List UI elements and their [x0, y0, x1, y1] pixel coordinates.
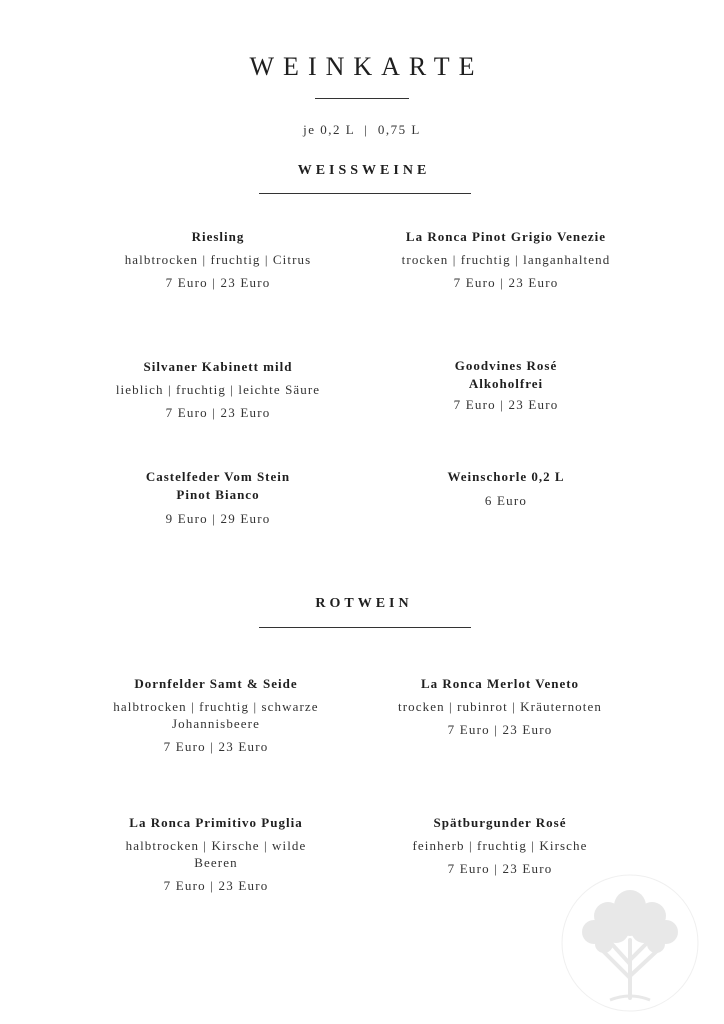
- section-heading-rotwein: ROTWEIN: [315, 596, 413, 611]
- wine-price: 7 Euro | 23 Euro: [447, 722, 553, 737]
- section-heading-weissweine: WEISSWEINE: [297, 163, 431, 178]
- wine-item: [376, 228, 636, 291]
- wine-description: feinherb | fruchtig | Kirsche: [412, 838, 588, 853]
- wine-price: 7 Euro | 23 Euro: [163, 878, 269, 893]
- wine-description: halbtrocken | fruchtig | Citrus: [124, 252, 312, 267]
- wine-price: 7 Euro | 23 Euro: [453, 397, 559, 412]
- wine-price: 7 Euro | 23 Euro: [165, 275, 271, 290]
- wine-price: 6 Euro: [484, 493, 528, 508]
- wine-name: Castelfeder Vom Stein Pinot Bianco: [145, 469, 291, 502]
- wine-description: trocken | rubinrot | Kräuternoten: [398, 699, 602, 714]
- wine-price: 7 Euro | 23 Euro: [453, 275, 559, 290]
- wine-price: 7 Euro | 23 Euro: [447, 861, 553, 876]
- wine-item: [376, 468, 636, 509]
- wine-name: Weinschorle 0,2 L: [447, 469, 565, 484]
- wine-description: trocken | fruchtig | langanhaltend: [401, 252, 611, 267]
- wine-price: 7 Euro | 23 Euro: [163, 739, 269, 754]
- wine-item: [88, 358, 348, 421]
- wine-item: [376, 357, 636, 413]
- wine-item: [88, 228, 348, 291]
- wine-description: halbtrocken | fruchtig | schwarze Johannisbeere: [113, 699, 319, 731]
- section-divider-rotwein: [259, 627, 471, 628]
- wine-description: halbtrocken | Kirsche | wilde Beeren: [125, 838, 307, 870]
- wine-name: Riesling: [191, 229, 245, 244]
- wine-name: Spätburgunder Rosé: [433, 815, 567, 830]
- wine-item: [86, 814, 346, 894]
- wine-name: Goodvines Rosé Alkoholfrei: [454, 358, 558, 391]
- wine-description: lieblich | fruchtig | leichte Säure: [115, 382, 321, 397]
- wine-name: Silvaner Kabinett mild: [143, 359, 293, 374]
- wine-price: 9 Euro | 29 Euro: [165, 511, 271, 526]
- wine-price: 7 Euro | 23 Euro: [165, 405, 271, 420]
- wine-name: La Ronca Primitivo Puglia: [129, 815, 303, 830]
- serving-sizes: je 0,2 L | 0,75 L: [303, 122, 421, 137]
- wine-name: La Ronca Pinot Grigio Venezie: [405, 229, 607, 244]
- wine-name: La Ronca Merlot Veneto: [420, 676, 580, 691]
- wine-name: Dornfelder Samt & Seide: [134, 676, 298, 691]
- section-divider-weissweine: [259, 193, 471, 194]
- tree-icon: [560, 868, 700, 1018]
- title-divider: [315, 98, 409, 99]
- wine-item: [86, 675, 346, 755]
- page-title: WEINKARTE: [249, 52, 484, 81]
- wine-item: [370, 675, 630, 738]
- wine-item: [88, 468, 348, 527]
